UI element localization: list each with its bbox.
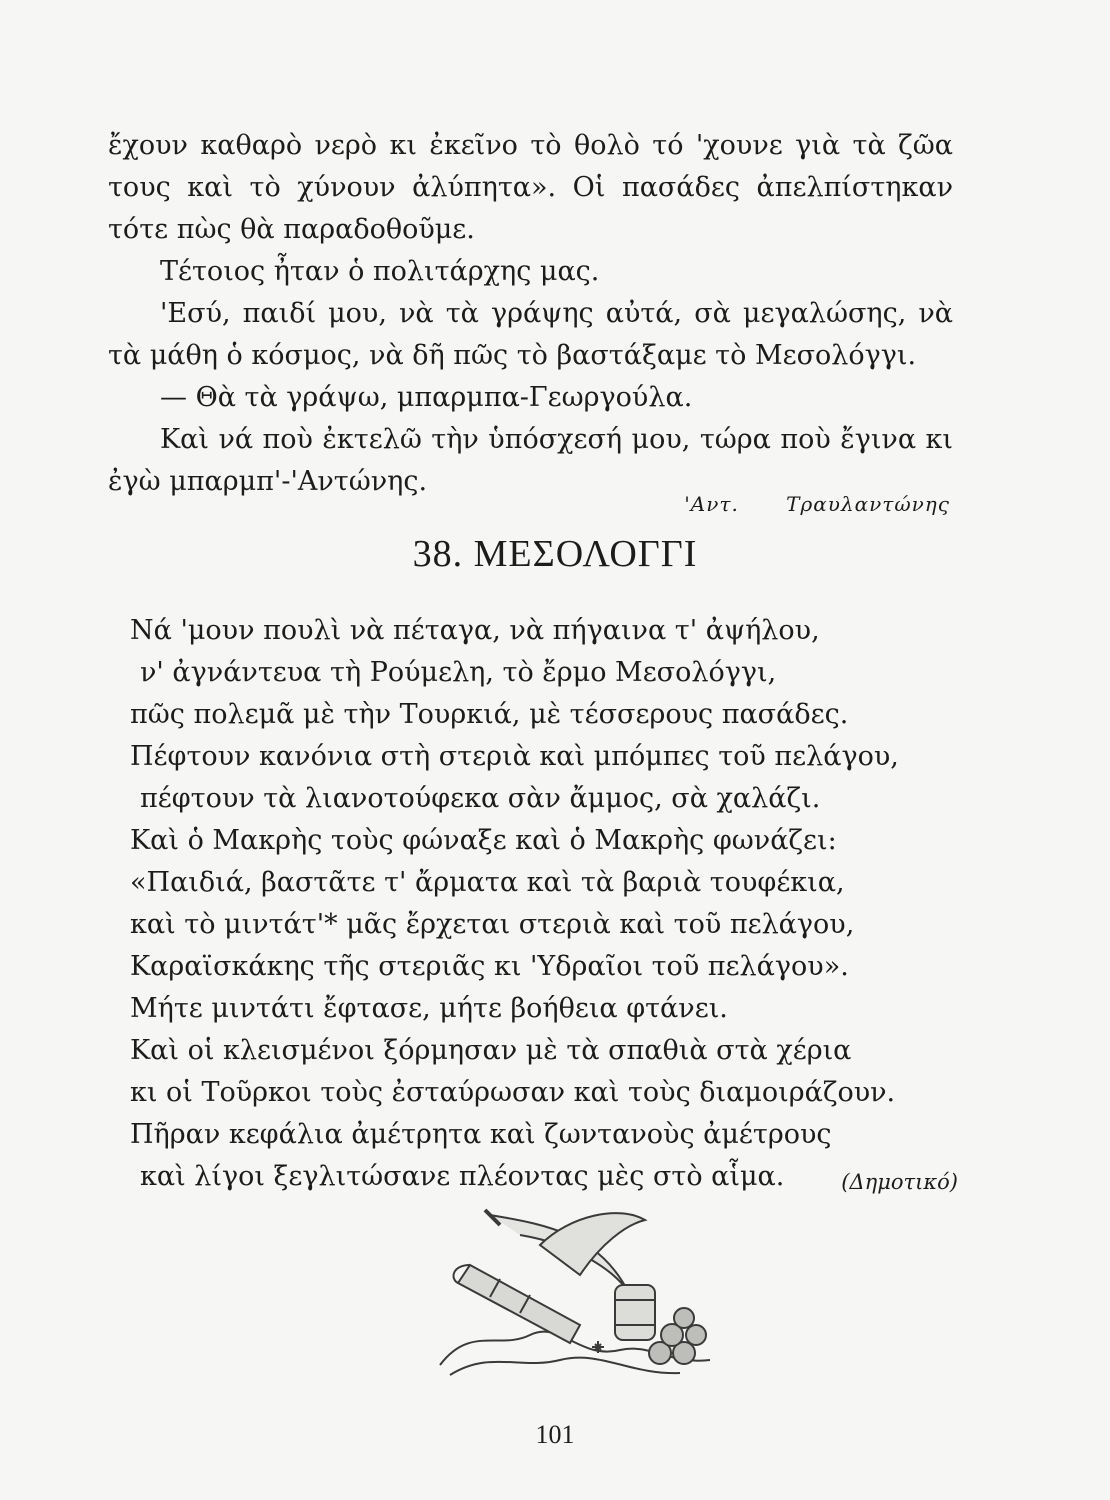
poem-line: Καὶ ὁ Μακρὴς τοὺς φώναξε καὶ ὁ Μακρὴς φωνάζει: [130,825,837,856]
poem-title: 38. ΜΕΣΟΛΟΓΓΙ [412,533,698,575]
poem-line: ν' ἀγνάντευα τὴ Ρούμελη, τὸ ἔρμο Μεσολόγγι, [140,657,777,688]
poem-line: Μήτε μιντάτι ἔφτασε, μήτε βοήθεια φτάνει. [130,993,728,1024]
poem-line: Νά 'μουν πουλὶ νὰ πέταγα, νὰ πήγαινα τ' ἀψήλου, [130,615,820,646]
poem-line: κι οἱ Τοῦρκοι τοὺς ἐσταύρωσαν καὶ τοὺς διαμοιράζουν. [130,1077,896,1108]
weapons-vignette-icon [430,1175,730,1385]
poem-line: Καραϊσκάκης τῆς στεριᾶς κι 'Υδραῖοι τοῦ πελάγου». [130,951,849,982]
page-number: 101 [535,1420,575,1449]
prose-paragraph: — Θὰ τὰ γράψω, μπαρμπα-Γεωργούλα. [160,382,693,413]
poem-source: (Δημοτικό) [841,1170,958,1194]
poem-line: καὶ τὸ μιντάτ'* μᾶς ἔρχεται στεριὰ καὶ τοῦ πελάγου, [130,909,855,940]
prose-passage [108,125,953,503]
poem-line: πέφτουν τὰ λιανοτούφεκα σὰν ἄμμος, σὰ χαλάζι. [140,783,821,814]
poem-line: πῶς πολεμᾶ μὲ τὴν Τουρκιά, μὲ τέσσερους πασάδες. [130,699,849,730]
prose-paragraph: Καὶ νά ποὺ ἐκτελῶ τὴν ὑπόσχεσή μου, τώρα ποὺ ἔγινα κι ἐγὼ μπαρμπ'-'Αντώνης. [108,424,953,497]
prose-paragraph: ἔχουν καθαρὸ νερὸ κι ἐκεῖνο τὸ θολὸ τό 'χουνε γιὰ τὰ ζῶα τους καὶ τὸ χύνουν ἀλύπητα». Οἱ πασάδες ἀπελπίστηκαν τότε πὼς θὰ παραδοθοῦμε. [108,130,953,245]
author-signature: 'Αντ. Τραυλαντώνης [684,492,950,516]
poem-line: «Παιδιά, βαστᾶτε τ' ἄρματα καὶ τὰ βαριὰ τουφέκια, [130,867,845,898]
poem-body [130,610,950,1198]
poem-line: Καὶ οἱ κλεισμένοι ξόρμησαν μὲ τὰ σπαθιὰ στὰ χέρια [130,1035,852,1066]
poem-line: Πέφτουν κανόνια στὴ στεριὰ καὶ μπόμπες τοῦ πελάγου, [130,741,899,772]
prose-paragraph: 'Εσύ, παιδί μου, νὰ τὰ γράψης αὐτά, σὰ μεγαλώσης, νὰ τὰ μάθη ὁ κόσμος, νὰ δῆ πῶς τὸ βαστάξαμε τὸ Μεσολόγγι. [108,298,953,371]
poem-line: καὶ λίγοι ξεγλιτώσανε πλέοντας μὲς στὸ αἷμα. [140,1161,785,1192]
prose-paragraph: Τέτοιος ἦταν ὁ πολιτάρχης μας. [160,256,600,287]
poem-line: Πῆραν κεφάλια ἀμέτρητα καὶ ζωντανοὺς ἀμέτρους [130,1119,832,1150]
